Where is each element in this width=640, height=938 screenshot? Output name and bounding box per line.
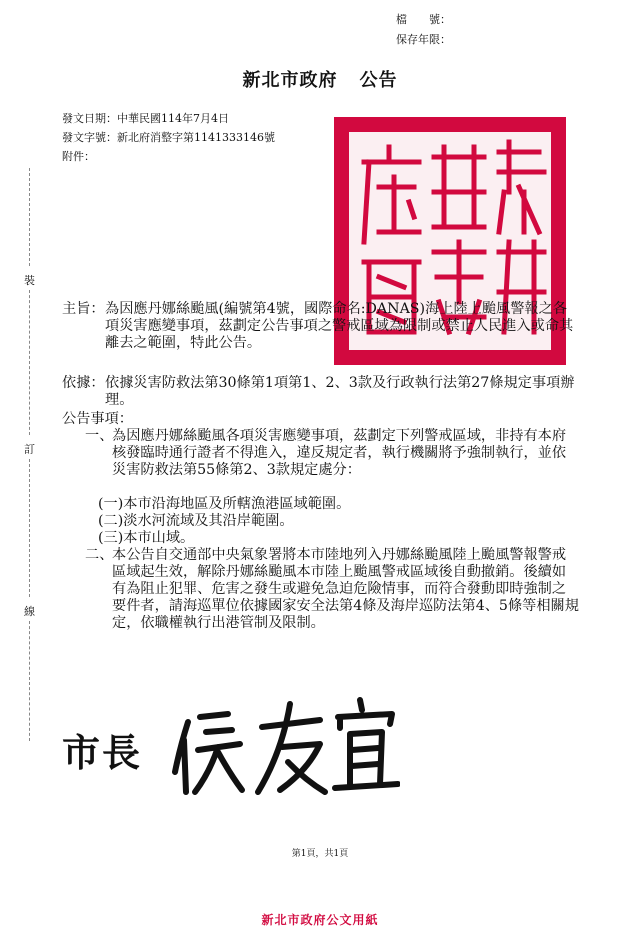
issuing-organization: 新北市政府 — [242, 70, 338, 91]
issue-date: 發文日期：中華民國114年7月4日 — [62, 112, 229, 125]
handwritten-signature — [170, 692, 400, 802]
sub-item: (二)淡水河流域及其沿岸範圍。 — [98, 513, 294, 529]
binding-mark: 裝 — [24, 274, 35, 287]
document-number: 發文字號：新北府消整字第1141333146號 — [62, 131, 275, 144]
document-type: 公告 — [359, 70, 398, 91]
item-number: 一、 — [85, 428, 114, 444]
binding-line-segment — [29, 459, 30, 597]
binding-mark: 線 — [24, 605, 35, 618]
basis-text: 依據災害防救法第30條第1項第1、2、3款及行政執行法第27條規定事項辦理。 — [105, 375, 575, 408]
mayor-title: 市長 — [62, 730, 143, 775]
subject-text: 為因應丹娜絲颱風(編號第4號，國際命名:DANAS)海上陸上颱風警報之各項災害應變事項，茲劃定公告事項之警戒區域為限制或禁止人民進入或命其離去之範圍，特此公告。 — [105, 301, 574, 351]
item-number: 二、 — [85, 547, 114, 563]
binding-line-segment — [29, 168, 30, 266]
binding-line-segment — [29, 621, 30, 741]
paper-footer: 新北市政府公文用紙 — [261, 913, 379, 927]
binding-line-segment — [29, 290, 30, 435]
binding-mark: 訂 — [24, 443, 35, 456]
file-number-label: 檔 號： — [396, 13, 451, 26]
attachment-label: 附件： — [62, 150, 95, 163]
document-title — [0, 66, 640, 92]
announcement-items-label: 公告事項： — [62, 411, 133, 427]
subject-label: 主旨： — [62, 301, 105, 317]
item-text: 本公告自交通部中央氣象署將本市陸地列入丹娜絲颱風陸上颱風警報警戒區域起生效，解除丹娜絲颱風本市陸上颱風警戒區域後自動撤銷。後續如有為阻止犯罪、危害之發生或避免急迫危險情事，而符合發動即時強制之要件者，請海巡單位依據國家安全法第4條及海岸巡防法第4、5條等相關規定，依職權執行出港管制及限制。 — [112, 547, 579, 631]
page-number: 第1頁，共1頁 — [291, 849, 349, 859]
basis-label: 依據： — [62, 375, 105, 391]
sub-item: (三)本市山域。 — [98, 530, 195, 546]
sub-item: (一)本市沿海地區及所轄漁港區域範圍。 — [98, 496, 351, 512]
retention-period-label: 保存年限： — [396, 33, 451, 46]
item-text: 為因應丹娜絲颱風各項災害應變事項，茲劃定下列警戒區域，非持有本府核發臨時通行證者不得進入，違反規定者，執行機關將予強制執行，並依災害防救法第55條第2、3款規定處分： — [112, 428, 567, 478]
